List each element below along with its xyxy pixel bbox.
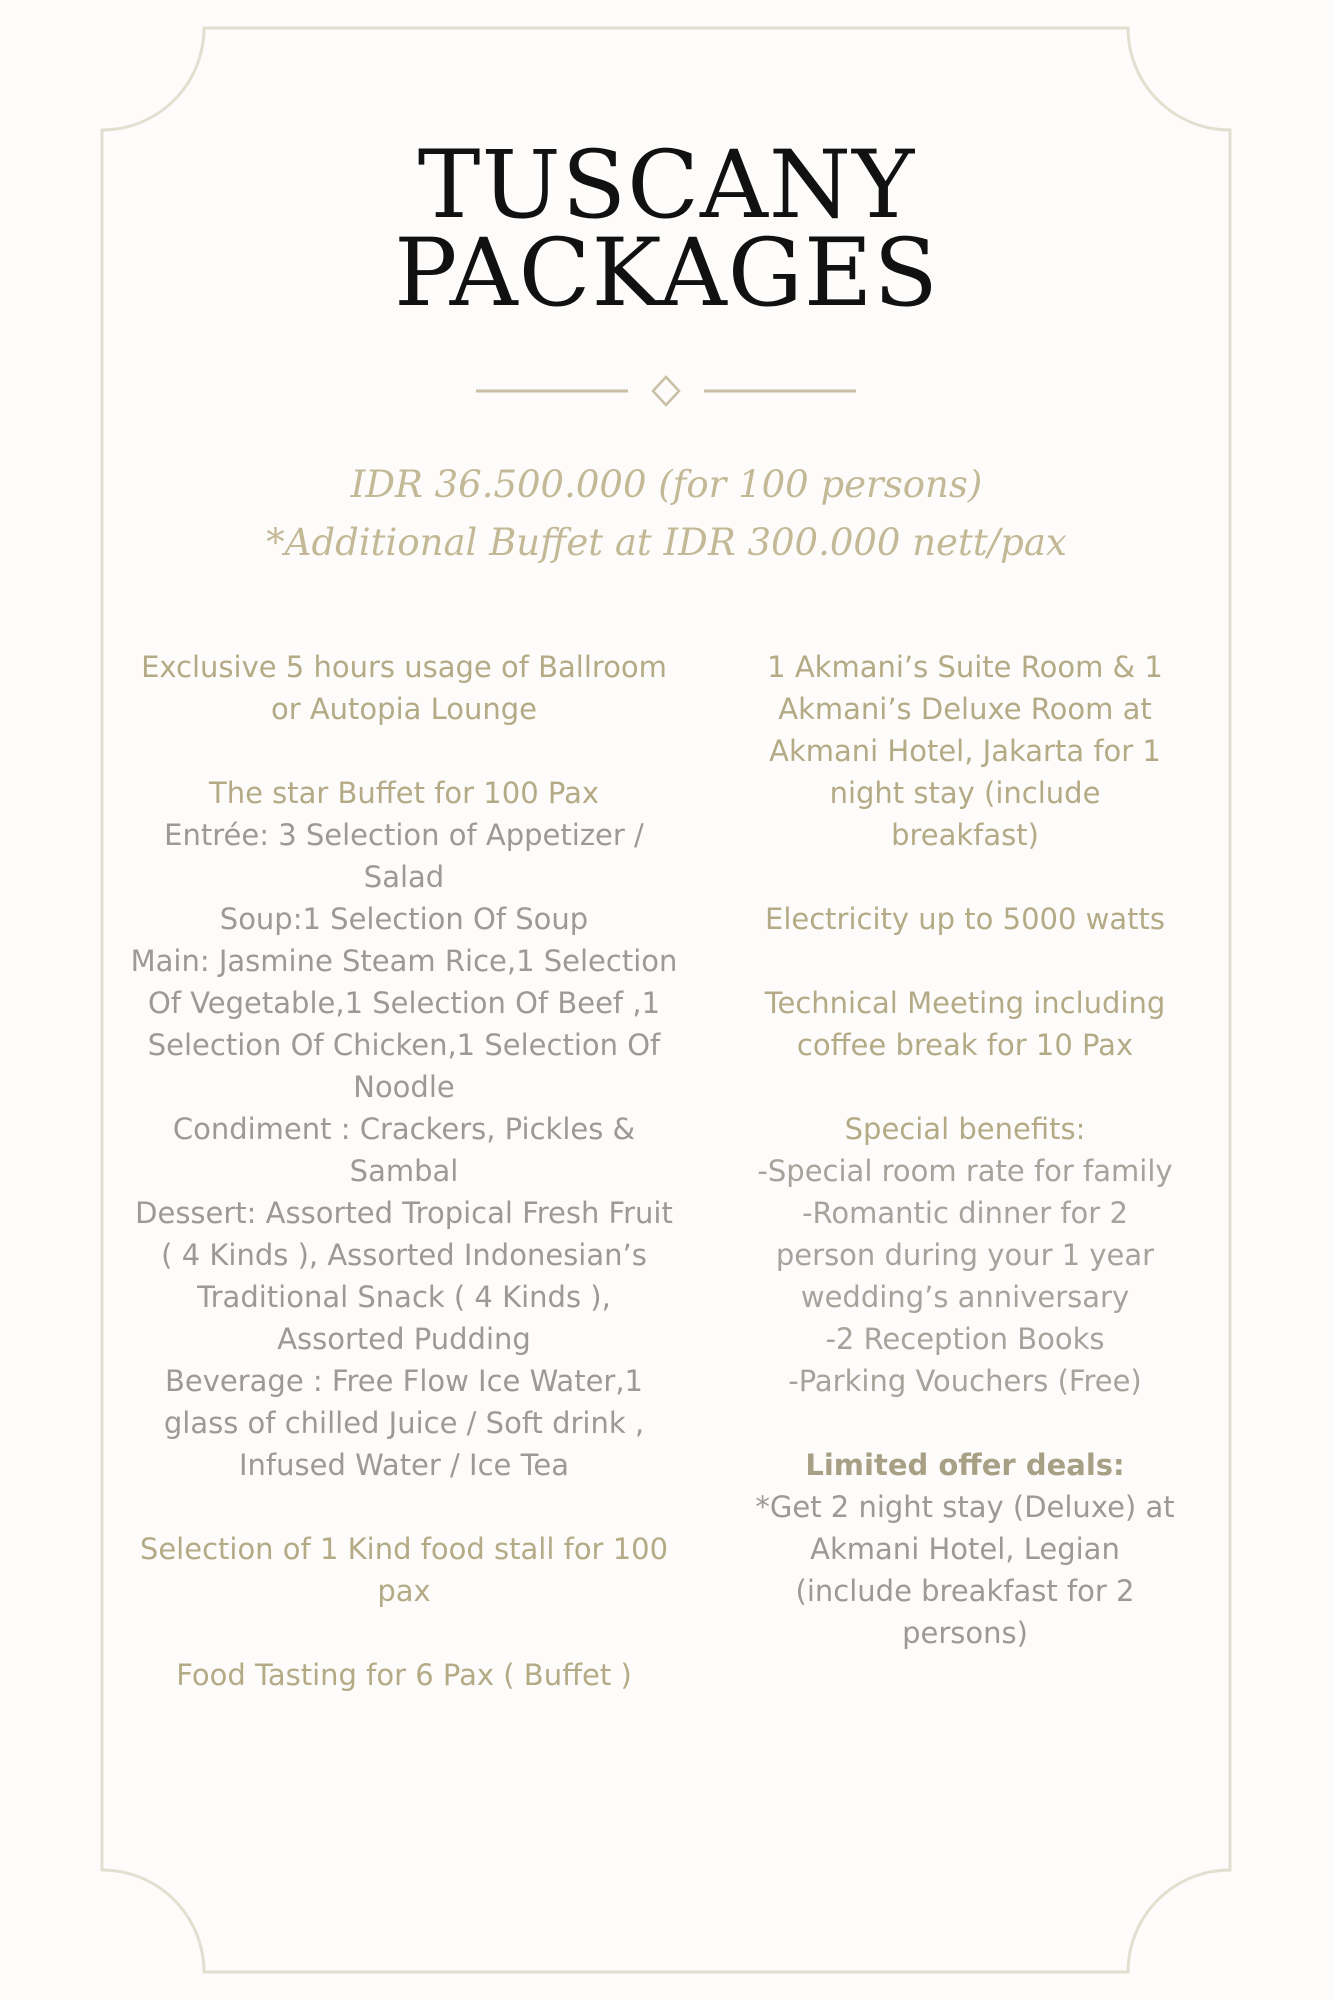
additional-buffet-price: *Additional Buffet at IDR 300.000 nett/pax: [266, 521, 1067, 564]
limited-offer-text: *Get 2 night stay (Deluxe) at Akmani Hotel, Legian (include breakfast for 2 persons): [755, 1490, 1175, 1650]
special-benefits-title: Special benefits:: [844, 1112, 1086, 1146]
special-benefits-block: [752, 1108, 1178, 1402]
limited-offer-title: Limited offer deals:: [805, 1448, 1125, 1482]
benefit-item: -Special room rate for family: [757, 1154, 1173, 1188]
electricity-block: [752, 898, 1178, 940]
package-price: IDR 36.500.000 (for 100 persons): [350, 463, 983, 506]
electricity-text: Electricity up to 5000 watts: [765, 902, 1165, 936]
menu-soup: Soup:1 Selection Of Soup: [219, 902, 589, 936]
title-line-2: PACKAGES: [394, 219, 939, 328]
menu-condiment: Condiment : Crackers, Pickles & Sambal: [172, 1112, 636, 1188]
buffet-menu-block: [130, 772, 678, 1486]
benefit-item: -2 Reception Books: [825, 1322, 1105, 1356]
ornament-divider: [476, 372, 856, 410]
limited-offer-block: [752, 1444, 1178, 1654]
food-stall-text: Selection of 1 Kind food stall for 100 pax: [139, 1532, 669, 1608]
venue-block: [130, 646, 678, 730]
menu-beverage: Beverage : Free Flow Ice Water,1 glass of chilled Juice / Soft drink , Infused Water / Ice Tea: [163, 1364, 645, 1482]
rooms-block: [752, 646, 1178, 856]
page-title: [0, 131, 1333, 328]
menu-dessert: Dessert: Assorted Tropical Fresh Fruit ( 4 Kinds ), Assorted Indonesian’s Traditional Snack ( 4 Kinds ), Assorted Pudding: [135, 1196, 673, 1356]
diamond-icon: [653, 377, 679, 405]
food-tasting-text: Food Tasting for 6 Pax ( Buffet ): [176, 1658, 632, 1692]
left-column: [130, 646, 678, 1738]
menu-main: Main: Jasmine Steam Rice,1 Selection Of Vegetable,1 Selection Of Beef ,1 Selection Of Chicken,1 Selection Of Noodle: [130, 944, 678, 1104]
venue-text: Exclusive 5 hours usage of Ballroom or Autopia Lounge: [141, 650, 667, 726]
rooms-text: 1 Akmani’s Suite Room & 1 Akmani’s Deluxe Room at Akmani Hotel, Jakarta for 1 night stay (include breakfast): [767, 650, 1163, 852]
benefit-item: -Romantic dinner for 2 person during your 1 year wedding’s anniversary: [775, 1196, 1155, 1314]
technical-meeting-text: Technical Meeting including coffee break for 10 Pax: [764, 986, 1166, 1062]
food-stall-block: [130, 1528, 678, 1612]
tasting-block: [130, 1654, 678, 1696]
technical-meeting-block: [752, 982, 1178, 1066]
benefit-item: -Parking Vouchers (Free): [788, 1364, 1142, 1398]
menu-entree: Entrée: 3 Selection of Appetizer / Salad: [164, 818, 644, 894]
title-line-1: TUSCANY: [417, 131, 916, 240]
price-section: [0, 456, 1333, 572]
buffet-title: The star Buffet for 100 Pax: [208, 776, 599, 810]
right-column: [752, 646, 1178, 1696]
